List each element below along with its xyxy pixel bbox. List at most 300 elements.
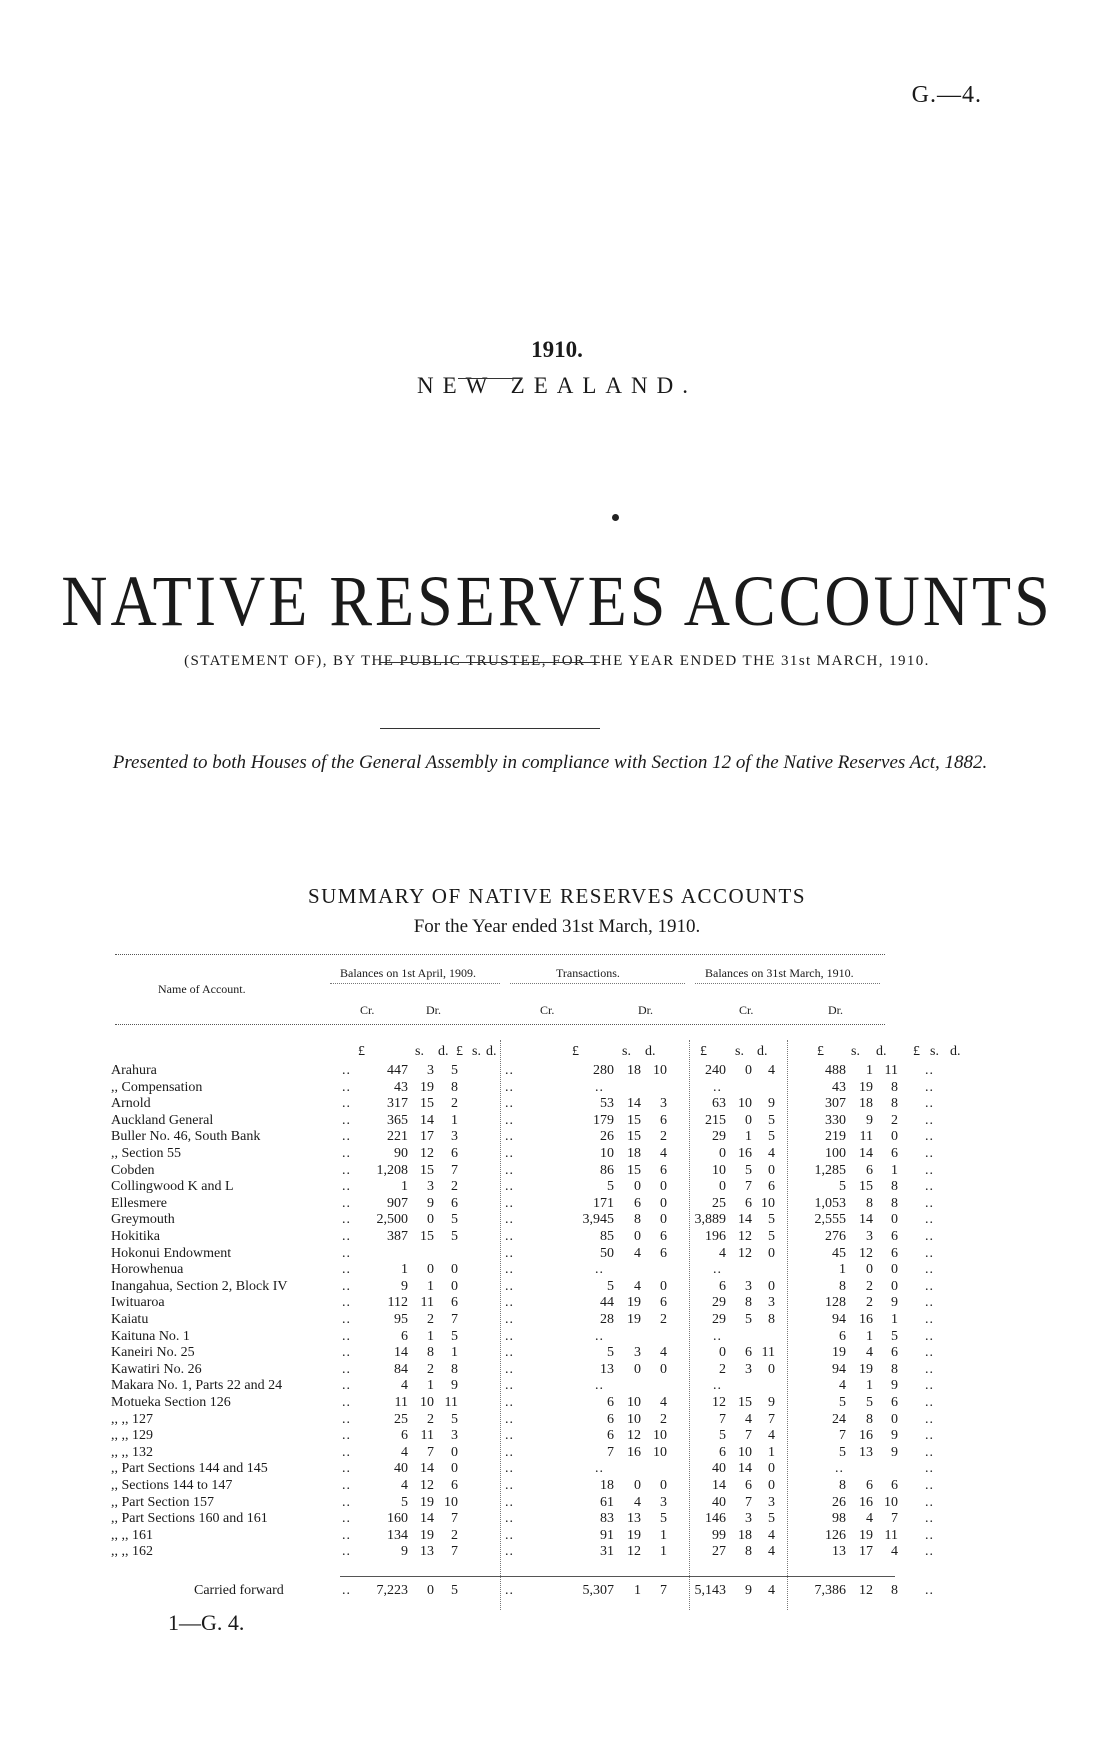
leader-dots: ..	[342, 1312, 351, 1327]
c-cr-pence: 0	[891, 1129, 898, 1144]
pound-symbol: £	[456, 1044, 463, 1059]
leader-dots: ..	[342, 1362, 351, 1377]
c-cr-pence: 8	[891, 1179, 898, 1194]
c-cr-shillings: 4	[866, 1511, 873, 1526]
c-cr-pence: 6	[891, 1229, 898, 1244]
t-dr-pounds: 6	[719, 1279, 726, 1294]
empty-dots: ..	[505, 1544, 514, 1559]
pound-symbol: £	[700, 1044, 707, 1059]
t-dr-pounds: 10	[712, 1163, 726, 1178]
c-cr-pence: 5	[891, 1329, 898, 1344]
t-cr-shillings: 12	[627, 1428, 641, 1443]
header-transactions: Transactions.	[556, 966, 620, 980]
empty-dots: ..	[925, 1495, 934, 1510]
t-cr-pounds: 6	[607, 1428, 614, 1443]
b-cr-pence: 8	[451, 1080, 458, 1095]
t-dr-pounds: 196	[705, 1229, 726, 1244]
empty-dots: ..	[713, 1378, 722, 1393]
cf-trans-dr-pence: 4	[768, 1583, 775, 1598]
b-cr-shillings: 1	[427, 1329, 434, 1344]
t-cr-pence: 6	[660, 1229, 667, 1244]
leader-dots: ..	[342, 1528, 351, 1543]
t-dr-pence: 9	[768, 1096, 775, 1111]
t-cr-pounds: 61	[600, 1495, 614, 1510]
table-row	[0, 1445, 1114, 1461]
b-cr-pounds: 4	[401, 1445, 408, 1460]
t-dr-shillings: 18	[738, 1528, 752, 1543]
leader-dots: ..	[342, 1395, 351, 1410]
c-cr-pounds: 24	[832, 1412, 846, 1427]
t-dr-shillings: 6	[745, 1478, 752, 1493]
b-cr-pence: 8	[451, 1362, 458, 1377]
account-name: Horowhenua	[111, 1262, 184, 1277]
t-cr-shillings: 15	[627, 1163, 641, 1178]
b-cr-shillings: 11	[420, 1295, 434, 1310]
pence-symbol: d.	[876, 1044, 887, 1059]
t-dr-pounds: 4	[719, 1246, 726, 1261]
t-dr-pence: 0	[768, 1246, 775, 1261]
leader-dots: ..	[342, 1096, 351, 1111]
leader-dots: ..	[342, 1196, 351, 1211]
empty-dots: ..	[505, 1511, 514, 1526]
t-dr-pounds: 40	[712, 1461, 726, 1476]
t-dr-pence: 5	[768, 1113, 775, 1128]
account-name: Iwituaroa	[111, 1295, 165, 1310]
empty-dots: ..	[595, 1378, 604, 1393]
b-cr-shillings: 2	[427, 1362, 434, 1377]
t-cr-shillings: 14	[627, 1096, 641, 1111]
empty-dots: ..	[505, 1362, 514, 1377]
b-cr-shillings: 1	[427, 1378, 434, 1393]
t-dr-pounds: 12	[712, 1395, 726, 1410]
header-name-of-account: Name of Account.	[158, 982, 246, 996]
header-balances-1910: Balances on 31st March, 1910.	[705, 966, 854, 980]
t-cr-shillings: 10	[627, 1395, 641, 1410]
b-cr-pence: 0	[451, 1461, 458, 1476]
t-cr-pounds: 7	[607, 1445, 614, 1460]
c-cr-pence: 0	[891, 1212, 898, 1227]
t-cr-pence: 3	[660, 1096, 667, 1111]
t-dr-pence: 8	[768, 1312, 775, 1327]
leader-dots: ..	[342, 1129, 351, 1144]
c-cr-shillings: 17	[859, 1544, 873, 1559]
account-name: Kaiatu	[111, 1312, 149, 1327]
c-cr-shillings: 11	[859, 1129, 873, 1144]
b-cr-shillings: 19	[420, 1495, 434, 1510]
leader-dots: ..	[342, 1329, 351, 1344]
b-cr-pence: 2	[451, 1528, 458, 1543]
b-cr-pence: 5	[451, 1212, 458, 1227]
table-row	[0, 1461, 1114, 1477]
table-row	[0, 1362, 1114, 1378]
b-cr-shillings: 1	[427, 1279, 434, 1294]
t-cr-pounds: 83	[600, 1511, 614, 1526]
cf-trans-cr-pence: 7	[660, 1583, 667, 1598]
document-subtitle: (STATEMENT OF), BY THE PUBLIC TRUSTEE, FOR THE YEAR ENDED THE 31st MARCH, 1910.	[184, 653, 930, 669]
b-cr-pounds: 9	[401, 1279, 408, 1294]
header-balances-1909: Balances on 1st April, 1909.	[340, 966, 476, 980]
b-cr-shillings: 15	[420, 1163, 434, 1178]
c-cr-shillings: 19	[859, 1080, 873, 1095]
leader-dots: ..	[342, 1378, 351, 1393]
t-dr-pence: 10	[761, 1196, 775, 1211]
b-cr-pounds: 134	[387, 1528, 408, 1543]
account-name: ,, Part Sections 144 and 145	[111, 1461, 268, 1476]
shilling-symbol: s.	[735, 1044, 744, 1059]
t-dr-pounds: 29	[712, 1312, 726, 1327]
b-cr-pence: 3	[451, 1129, 458, 1144]
b-cr-pounds: 907	[387, 1196, 408, 1211]
leader-dots: ..	[342, 1179, 351, 1194]
pound-symbol: £	[817, 1044, 824, 1059]
t-dr-pounds: 29	[712, 1129, 726, 1144]
account-name: Makara No. 1, Parts 22 and 24	[111, 1378, 283, 1393]
empty-dots: ..	[505, 1428, 514, 1443]
leader-dots: ..	[342, 1063, 351, 1078]
t-cr-pounds: 28	[600, 1312, 614, 1327]
b-cr-pounds: 43	[394, 1080, 408, 1095]
empty-dots: ..	[505, 1445, 514, 1460]
account-name: ,, Sections 144 to 147	[111, 1478, 233, 1493]
account-name: Cobden	[111, 1163, 155, 1178]
t-cr-pence: 0	[660, 1196, 667, 1211]
c-cr-pence: 8	[891, 1196, 898, 1211]
t-cr-pounds: 18	[600, 1478, 614, 1493]
cf-trans-cr-shillings: 1	[634, 1583, 641, 1598]
b-cr-pounds: 1	[401, 1262, 408, 1277]
t-dr-shillings: 10	[738, 1096, 752, 1111]
c-cr-pence: 6	[891, 1345, 898, 1360]
rule-above-presented	[380, 662, 600, 663]
pence-symbol: d.	[486, 1044, 497, 1059]
t-cr-shillings: 0	[634, 1229, 641, 1244]
table-row	[0, 1229, 1114, 1245]
short-rule	[458, 378, 522, 379]
pound-symbol: £	[572, 1044, 579, 1059]
account-name: ,, Compensation	[111, 1080, 203, 1095]
c-cr-pence: 9	[891, 1378, 898, 1393]
empty-dots: ..	[925, 1229, 934, 1244]
empty-dots: ..	[925, 1478, 934, 1493]
t-cr-shillings: 4	[634, 1495, 641, 1510]
t-cr-pence: 10	[653, 1445, 667, 1460]
rule-below-presented	[380, 728, 600, 729]
b-cr-pounds: 9	[401, 1544, 408, 1559]
t-dr-pounds: 215	[705, 1113, 726, 1128]
cf-1909-cr-pence: 5	[451, 1583, 458, 1598]
t-cr-pence: 0	[660, 1279, 667, 1294]
t-dr-pounds: 0	[719, 1345, 726, 1360]
account-name: Kawatiri No. 26	[111, 1362, 202, 1377]
b-cr-pounds: 1	[401, 1179, 408, 1194]
t-dr-shillings: 7	[745, 1179, 752, 1194]
c-cr-pence: 9	[891, 1445, 898, 1460]
t-cr-pounds: 5	[607, 1345, 614, 1360]
t-dr-pounds: 5	[719, 1428, 726, 1443]
t-dr-shillings: 0	[745, 1113, 752, 1128]
t-dr-pounds: 6	[719, 1445, 726, 1460]
c-cr-pence: 8	[891, 1362, 898, 1377]
account-name: Arahura	[111, 1063, 157, 1078]
t-dr-pence: 11	[761, 1345, 775, 1360]
b-cr-shillings: 12	[420, 1478, 434, 1493]
b-cr-pence: 10	[444, 1495, 458, 1510]
table-row	[0, 1279, 1114, 1295]
table-row	[0, 1246, 1114, 1262]
empty-dots: ..	[925, 1146, 934, 1161]
b-cr-shillings: 17	[420, 1129, 434, 1144]
country: NEW ZEALAND.	[416, 373, 698, 398]
t-dr-shillings: 8	[745, 1295, 752, 1310]
t-cr-pence: 2	[660, 1412, 667, 1427]
account-name: Hokonui Endowment	[111, 1246, 232, 1261]
b-cr-pence: 5	[451, 1412, 458, 1427]
b-cr-pounds: 95	[394, 1312, 408, 1327]
c-cr-pounds: 26	[832, 1495, 846, 1510]
c-cr-pounds: 45	[832, 1246, 846, 1261]
t-cr-shillings: 19	[627, 1312, 641, 1327]
t-dr-pounds: 29	[712, 1295, 726, 1310]
document-title: NATIVE RESERVES ACCOUNTS	[61, 561, 1053, 641]
b-cr-shillings: 0	[427, 1262, 434, 1277]
t-dr-pounds: 40	[712, 1495, 726, 1510]
account-name: ,, ,, 132	[111, 1445, 153, 1460]
empty-dots: ..	[505, 1063, 514, 1078]
b-cr-shillings: 10	[420, 1395, 434, 1410]
empty-dots: ..	[925, 1295, 934, 1310]
t-cr-pence: 4	[660, 1395, 667, 1410]
summary-subtitle: For the Year ended 31st March, 1910.	[413, 916, 701, 937]
group-rule-1910	[695, 983, 880, 984]
leader-dots: ..	[342, 1146, 351, 1161]
c-cr-shillings: 13	[859, 1445, 873, 1460]
b-cr-pounds: 14	[394, 1345, 408, 1360]
header-dr-1909: Dr.	[426, 1003, 441, 1017]
empty-dots: ..	[505, 1080, 514, 1095]
b-cr-pounds: 4	[401, 1478, 408, 1493]
b-cr-shillings: 19	[420, 1080, 434, 1095]
b-cr-pence: 1	[451, 1345, 458, 1360]
empty-dots: ..	[713, 1080, 722, 1095]
empty-dots: ..	[505, 1113, 514, 1128]
t-dr-pounds: 3,889	[694, 1212, 726, 1227]
empty-dots: ..	[925, 1279, 934, 1294]
t-cr-pence: 2	[660, 1129, 667, 1144]
account-name: Motueka Section 126	[111, 1395, 231, 1410]
c-cr-shillings: 19	[859, 1528, 873, 1543]
c-cr-shillings: 6	[866, 1163, 873, 1178]
t-dr-shillings: 15	[738, 1395, 752, 1410]
c-cr-pounds: 5	[839, 1179, 846, 1194]
b-cr-pence: 7	[451, 1544, 458, 1559]
t-cr-pounds: 86	[600, 1163, 614, 1178]
account-name: Ellesmere	[111, 1196, 167, 1211]
table-row	[0, 1196, 1114, 1212]
empty-dots: ..	[925, 1395, 934, 1410]
leader-dots: ..	[342, 1412, 351, 1427]
table-row	[0, 1212, 1114, 1228]
b-cr-shillings: 14	[420, 1511, 434, 1526]
t-dr-pounds: 7	[719, 1412, 726, 1427]
t-dr-pounds: 63	[712, 1096, 726, 1111]
c-cr-shillings: 9	[866, 1113, 873, 1128]
t-cr-pence: 6	[660, 1246, 667, 1261]
c-cr-pence: 8	[891, 1096, 898, 1111]
t-dr-shillings: 7	[745, 1428, 752, 1443]
c-cr-pence: 0	[891, 1412, 898, 1427]
t-dr-shillings: 12	[738, 1246, 752, 1261]
c-cr-pence: 11	[884, 1063, 898, 1078]
t-dr-pence: 4	[768, 1063, 775, 1078]
t-dr-pounds: 25	[712, 1196, 726, 1211]
empty-dots: ..	[505, 1246, 514, 1261]
t-dr-pence: 5	[768, 1511, 775, 1526]
leader-dots: ..	[342, 1461, 351, 1476]
empty-dots: ..	[505, 1179, 514, 1194]
b-cr-pence: 0	[451, 1279, 458, 1294]
empty-dots: ..	[505, 1129, 514, 1144]
t-cr-shillings: 18	[627, 1146, 641, 1161]
c-cr-pounds: 2,555	[814, 1212, 846, 1227]
b-cr-shillings: 14	[420, 1113, 434, 1128]
c-cr-shillings: 14	[859, 1146, 873, 1161]
table-row	[0, 1528, 1114, 1544]
c-cr-pounds: 126	[825, 1528, 846, 1543]
t-dr-pence: 4	[768, 1544, 775, 1559]
pence-symbol: d.	[645, 1044, 656, 1059]
t-dr-shillings: 6	[745, 1345, 752, 1360]
c-cr-shillings: 6	[866, 1478, 873, 1493]
t-cr-shillings: 12	[627, 1544, 641, 1559]
b-cr-pounds: 25	[394, 1412, 408, 1427]
b-cr-pounds: 112	[387, 1295, 408, 1310]
b-cr-shillings: 3	[427, 1179, 434, 1194]
empty-dots: ..	[925, 1129, 934, 1144]
c-cr-pence: 6	[891, 1395, 898, 1410]
leader-dots: ..	[342, 1445, 351, 1460]
account-name: ,, ,, 161	[111, 1528, 153, 1543]
table-row	[0, 1080, 1114, 1096]
b-cr-pence: 9	[451, 1378, 458, 1393]
empty-dots: ..	[713, 1262, 722, 1277]
b-cr-pounds: 447	[387, 1063, 408, 1078]
b-cr-pounds: 387	[387, 1229, 408, 1244]
empty-dots: ..	[505, 1495, 514, 1510]
t-dr-shillings: 3	[745, 1279, 752, 1294]
leader-dots: ..	[342, 1163, 351, 1178]
t-cr-pounds: 44	[600, 1295, 614, 1310]
t-cr-shillings: 15	[627, 1113, 641, 1128]
leader-dots: ..	[342, 1511, 351, 1526]
t-cr-pence: 10	[653, 1063, 667, 1078]
b-cr-pounds: 11	[394, 1395, 408, 1410]
c-cr-shillings: 16	[859, 1495, 873, 1510]
t-cr-pounds: 91	[600, 1528, 614, 1543]
c-cr-pence: 6	[891, 1246, 898, 1261]
t-cr-shillings: 15	[627, 1129, 641, 1144]
leader-dots: ..	[342, 1113, 351, 1128]
c-cr-pounds: 219	[825, 1129, 846, 1144]
b-cr-pounds: 4	[401, 1378, 408, 1393]
b-cr-pence: 2	[451, 1096, 458, 1111]
empty-dots: ..	[505, 1528, 514, 1543]
shilling-symbol: s.	[622, 1044, 631, 1059]
b-cr-pence: 6	[451, 1295, 458, 1310]
table-row	[0, 1345, 1114, 1361]
b-cr-pounds: 84	[394, 1362, 408, 1377]
empty-dots: ..	[505, 1378, 514, 1393]
carried-forward-row	[0, 1583, 1114, 1599]
c-cr-pence: 7	[891, 1511, 898, 1526]
leader-dots: ..	[342, 1246, 351, 1261]
empty-dots: ..	[925, 1246, 934, 1261]
pence-symbol: d.	[757, 1044, 768, 1059]
pound-symbol: £	[913, 1044, 920, 1059]
b-cr-shillings: 11	[420, 1428, 434, 1443]
b-cr-pence: 7	[451, 1312, 458, 1327]
account-name: ,, ,, 127	[111, 1412, 153, 1427]
c-cr-pounds: 98	[832, 1511, 846, 1526]
leader-dots: ..	[342, 1478, 351, 1493]
t-cr-pounds: 5	[607, 1179, 614, 1194]
t-dr-pence: 5	[768, 1229, 775, 1244]
header-bottom-rule	[115, 1024, 885, 1025]
c-cr-shillings: 3	[866, 1229, 873, 1244]
b-cr-pounds: 365	[387, 1113, 408, 1128]
t-dr-pence: 0	[768, 1163, 775, 1178]
empty-dots: ..	[505, 1329, 514, 1344]
table-row	[0, 1063, 1114, 1079]
c-cr-pounds: 276	[825, 1229, 846, 1244]
pence-symbol: d.	[950, 1044, 961, 1059]
account-name: Greymouth	[111, 1212, 175, 1227]
header-cr-1910: Cr.	[739, 1003, 754, 1017]
t-cr-pounds: 85	[600, 1229, 614, 1244]
c-cr-pence: 2	[891, 1113, 898, 1128]
t-cr-pounds: 53	[600, 1096, 614, 1111]
b-cr-pence: 6	[451, 1146, 458, 1161]
t-dr-pounds: 99	[712, 1528, 726, 1543]
account-name: Auckland General	[111, 1113, 214, 1128]
t-cr-pence: 5	[660, 1511, 667, 1526]
t-dr-pence: 7	[768, 1412, 775, 1427]
currency-row	[0, 1044, 1114, 1060]
c-cr-shillings: 5	[866, 1395, 873, 1410]
b-cr-pounds: 40	[394, 1461, 408, 1476]
c-cr-pence: 6	[891, 1478, 898, 1493]
t-dr-pence: 0	[768, 1362, 775, 1377]
b-cr-pence: 3	[451, 1428, 458, 1443]
t-dr-pence: 3	[768, 1495, 775, 1510]
empty-dots: ..	[925, 1412, 934, 1427]
t-cr-pounds: 179	[593, 1113, 614, 1128]
header-dr-trans: Dr.	[638, 1003, 653, 1017]
c-cr-pounds: 8	[839, 1279, 846, 1294]
t-dr-pence: 5	[768, 1212, 775, 1227]
t-dr-pounds: 0	[719, 1179, 726, 1194]
cf-1910-cr-pence: 8	[891, 1583, 898, 1598]
cf-1910-cr-pounds: 7,386	[814, 1583, 846, 1598]
empty-dots: ..	[925, 1544, 934, 1559]
leader-dots: ..	[342, 1295, 351, 1310]
c-cr-pounds: 8	[839, 1478, 846, 1493]
c-cr-pounds: 100	[825, 1146, 846, 1161]
leader-dots: ..	[342, 1428, 351, 1443]
empty-dots: ..	[505, 1229, 514, 1244]
empty-dots: ..	[713, 1329, 722, 1344]
b-cr-pounds: 90	[394, 1146, 408, 1161]
t-dr-pence: 4	[768, 1146, 775, 1161]
